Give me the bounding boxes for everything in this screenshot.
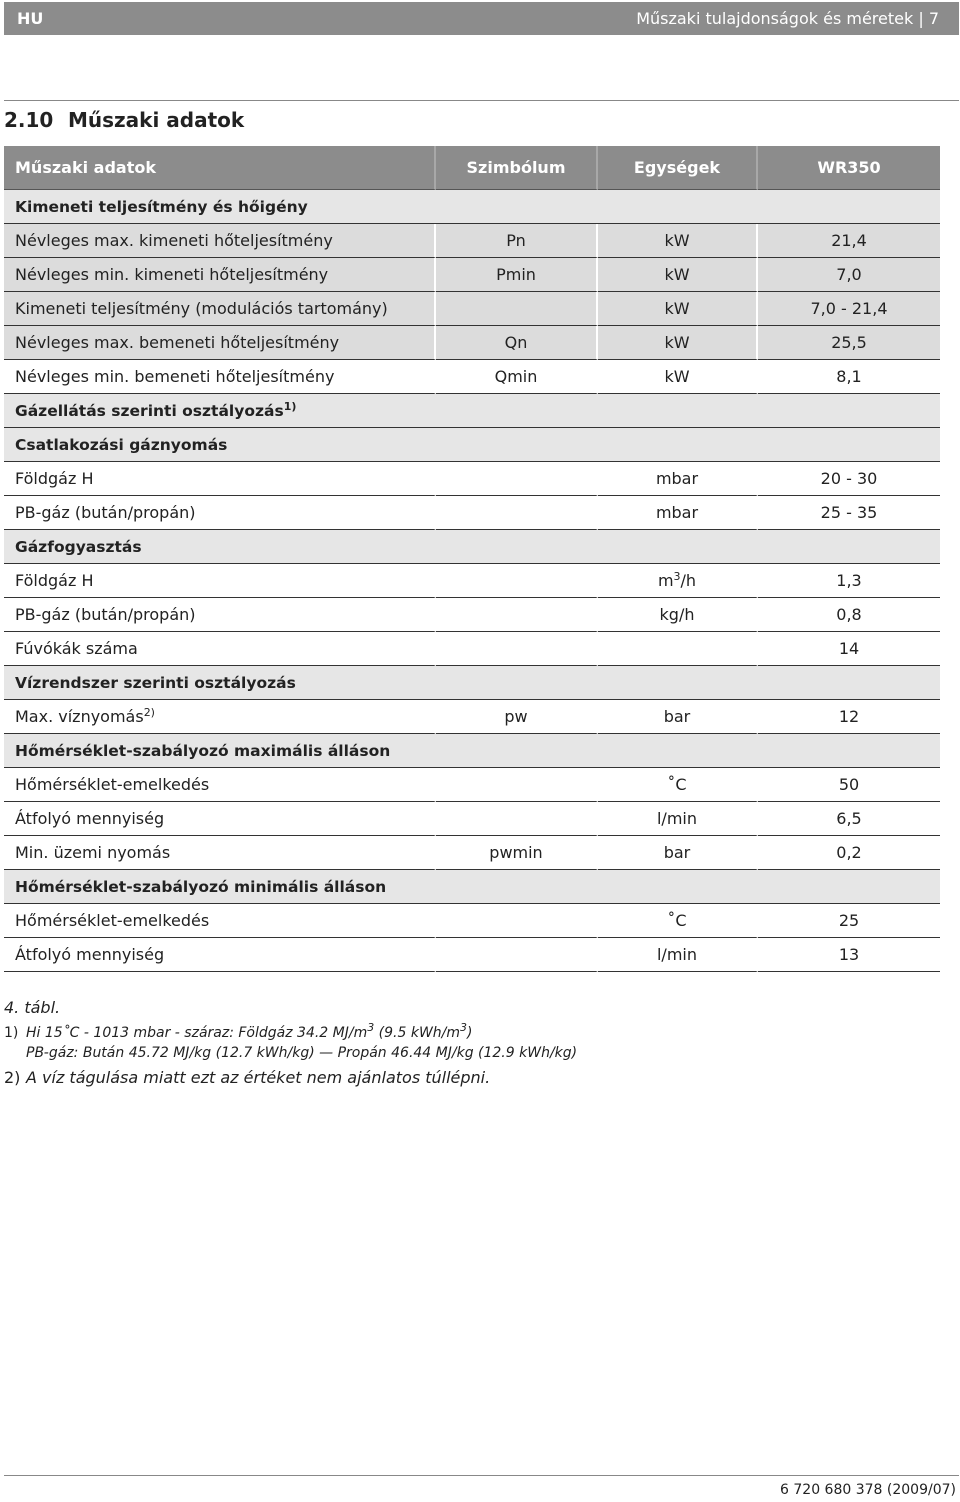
row-unit (598, 258, 758, 292)
table-row (4, 496, 940, 530)
table-row (4, 564, 940, 598)
row-value (758, 802, 940, 836)
row-value (758, 258, 940, 292)
row-unit (598, 360, 758, 394)
language-code: HU (17, 9, 44, 28)
row-label (4, 904, 436, 938)
row-unit (598, 564, 758, 598)
section-title-text: Műszaki adatok (68, 108, 245, 132)
bottom-divider (4, 1475, 959, 1476)
row-symbol (436, 700, 598, 734)
row-label-text: PB-gáz (bután/propán) (15, 605, 196, 624)
row-label-text: Földgáz H (15, 469, 94, 488)
row-label-text: Névleges min. bemeneti hőteljesítmény (15, 367, 335, 386)
row-label-text: Névleges max. kimeneti hőteljesítmény (15, 231, 333, 250)
row-label-footnote-ref: 2) (143, 706, 155, 719)
row-value-text: 12 (838, 707, 860, 726)
row-label-text: Max. víznyomás (15, 707, 144, 726)
row-value (758, 360, 940, 394)
row-symbol (436, 564, 598, 598)
row-value (758, 292, 940, 326)
row-label-text: Kimeneti teljesítmény (modulációs tartomány) (15, 299, 388, 318)
group-label (4, 666, 940, 700)
top-divider (4, 100, 959, 101)
row-value-text: 50 (838, 775, 860, 794)
row-label (4, 836, 436, 870)
row-unit-text: bar (663, 843, 691, 862)
row-unit-text: ˚C (667, 911, 687, 930)
row-unit-text: ˚C (667, 775, 687, 794)
row-label-text: Névleges min. kimeneti hőteljesítmény (15, 265, 329, 284)
table-row (4, 632, 940, 666)
technical-data-table (4, 146, 940, 972)
footnote-1-text-c: ) (467, 1025, 473, 1041)
group-label (4, 734, 940, 768)
row-label-text: Hőmérséklet-emelkedés (15, 775, 210, 794)
row-unit-text: kW (664, 367, 690, 386)
row-symbol (436, 258, 598, 292)
row-value-text: 6,5 (836, 809, 862, 828)
table-group-row (4, 666, 940, 700)
row-symbol (436, 768, 598, 802)
row-label-text: Földgáz H (15, 571, 94, 590)
column-header-symbol: Szimbólum (436, 146, 598, 190)
row-label-text: Fúvókák száma (15, 639, 138, 658)
row-unit (598, 802, 758, 836)
row-label (4, 292, 436, 326)
table-group-row (4, 394, 940, 428)
row-label (4, 360, 436, 394)
row-symbol (436, 224, 598, 258)
table-group-row (4, 190, 940, 224)
row-unit-text: kW (664, 333, 690, 352)
footnote-2-text: A víz tágulása miatt ezt az értéket nem ajánlatos túllépni. (26, 1068, 491, 1087)
footnote-1-line-2: PB-gáz: Bután 45.72 MJ/kg (12.7 kWh/kg) — Propán 46.44 MJ/kg (12.9 kWh/kg) (26, 1045, 578, 1061)
row-symbol (436, 632, 598, 666)
table-row (4, 768, 940, 802)
table-group-row (4, 734, 940, 768)
row-value (758, 700, 940, 734)
header-title: Műszaki tulajdonságok és méretek | 7 (636, 9, 939, 28)
row-value-text: 0,2 (836, 843, 862, 862)
row-unit-text: m (657, 571, 674, 590)
row-label (4, 938, 436, 972)
row-unit (598, 292, 758, 326)
row-value-text: 14 (838, 639, 860, 658)
footnote-1 (4, 1021, 473, 1041)
group-label-text: Vízrendszer szerinti osztályozás (15, 673, 296, 692)
row-unit (598, 836, 758, 870)
table-row (4, 462, 940, 496)
row-value (758, 496, 940, 530)
row-value-text: 8,1 (836, 367, 862, 386)
row-label-text: Névleges max. bemeneti hőteljesítmény (15, 333, 340, 352)
table-row (4, 802, 940, 836)
row-value (758, 564, 940, 598)
row-symbol (436, 326, 598, 360)
row-value-text: 25 - 35 (820, 503, 878, 522)
row-unit-text: kg/h (659, 605, 695, 624)
row-value-text: 7,0 (836, 265, 862, 284)
row-symbol (436, 292, 598, 326)
row-unit (598, 326, 758, 360)
row-label (4, 224, 436, 258)
row-label (4, 564, 436, 598)
row-label (4, 700, 436, 734)
table-row (4, 836, 940, 870)
row-value-text: 7,0 - 21,4 (810, 299, 888, 318)
row-label-text: PB-gáz (bután/propán) (15, 503, 196, 522)
row-value (758, 632, 940, 666)
group-label (4, 428, 940, 462)
row-value (758, 938, 940, 972)
row-label-text: Hőmérséklet-emelkedés (15, 911, 210, 930)
row-unit (598, 496, 758, 530)
table-row (4, 938, 940, 972)
row-symbol-text: pwmin (489, 843, 543, 862)
row-value (758, 598, 940, 632)
row-unit (598, 938, 758, 972)
column-header-technical-data: Műszaki adatok (4, 146, 436, 190)
row-value (758, 224, 940, 258)
row-unit (598, 904, 758, 938)
row-value-text: 25 (838, 911, 860, 930)
group-label-text: Csatlakozási gáznyomás (15, 435, 228, 454)
row-symbol-text: Qn (504, 333, 528, 352)
group-label (4, 190, 940, 224)
row-label (4, 258, 436, 292)
row-symbol (436, 802, 598, 836)
row-symbol (436, 836, 598, 870)
row-value-text: 20 - 30 (820, 469, 878, 488)
footnote-1-text-a: Hi 15˚C - 1013 mbar - száraz: Földgáz 34.2 MJ/m (26, 1025, 368, 1041)
row-unit (598, 768, 758, 802)
row-symbol-text: pw (504, 707, 528, 726)
row-unit-text: kW (664, 299, 690, 318)
row-symbol (436, 360, 598, 394)
row-unit (598, 598, 758, 632)
column-header-unit: Egységek (598, 146, 758, 190)
footnote-1-sup-a: 3 (367, 1021, 375, 1034)
row-label-text: Átfolyó mennyiség (15, 945, 165, 964)
footnote-1-number: 1) (4, 1025, 19, 1041)
row-label (4, 326, 436, 360)
row-symbol-text: Pmin (496, 265, 536, 284)
row-label-text: Átfolyó mennyiség (15, 809, 165, 828)
row-label (4, 632, 436, 666)
table-header-row (4, 146, 940, 190)
row-unit-superscript: 3 (673, 570, 681, 583)
row-unit-text: mbar (655, 469, 699, 488)
table-body (4, 190, 940, 972)
footnote-1-sup-b: 3 (460, 1021, 468, 1034)
group-label-text: Gázellátás szerinti osztályozás (15, 401, 284, 420)
row-label (4, 598, 436, 632)
row-value-text: 25,5 (831, 333, 867, 352)
row-unit (598, 224, 758, 258)
footnote-1-text-b: (9.5 kWh/m (374, 1025, 461, 1041)
row-label (4, 496, 436, 530)
table-row (4, 598, 940, 632)
group-label-text: Hőmérséklet-szabályozó minimális álláson (15, 877, 387, 896)
row-unit-text: l/min (656, 945, 697, 964)
row-value-text: 13 (838, 945, 860, 964)
row-symbol (436, 496, 598, 530)
table-caption: 4. tábl. (4, 998, 61, 1017)
row-unit-text: mbar (655, 503, 699, 522)
table-group-row (4, 870, 940, 904)
footnote-2 (4, 1068, 490, 1087)
row-value (758, 904, 940, 938)
row-unit-text: kW (664, 231, 690, 250)
row-value (758, 836, 940, 870)
table-row (4, 360, 940, 394)
row-unit (598, 700, 758, 734)
row-label (4, 462, 436, 496)
row-value-text: 0,8 (836, 605, 862, 624)
row-label (4, 768, 436, 802)
table-row (4, 700, 940, 734)
group-label (4, 870, 940, 904)
table-row (4, 326, 940, 360)
row-unit-text: kW (664, 265, 690, 284)
group-label-text: Hőmérséklet-szabályozó maximális álláson (15, 741, 391, 760)
row-value-text: 21,4 (831, 231, 867, 250)
group-label-text: Gázfogyasztás (15, 537, 142, 556)
section-number: 2.10 (4, 108, 54, 132)
group-label-footnote-ref: 1) (283, 399, 297, 413)
table-row (4, 904, 940, 938)
row-symbol (436, 598, 598, 632)
section-title (4, 108, 244, 132)
table-group-row (4, 428, 940, 462)
page-header-bar (4, 2, 959, 35)
row-unit-text: bar (663, 707, 691, 726)
row-symbol (436, 938, 598, 972)
row-value-text: 1,3 (836, 571, 862, 590)
document-number: 6 720 680 378 (2009/07) (780, 1482, 956, 1498)
row-unit-suffix: /h (680, 571, 697, 590)
row-symbol-text: Qmin (494, 367, 538, 386)
group-label-text: Kimeneti teljesítmény és hőigény (15, 197, 308, 216)
column-header-model: WR350 (758, 146, 940, 190)
table-row (4, 224, 940, 258)
footnote-2-number: 2) (4, 1068, 21, 1087)
table-row (4, 258, 940, 292)
table-group-row (4, 530, 940, 564)
row-symbol (436, 462, 598, 496)
row-value (758, 462, 940, 496)
row-symbol-text: Pn (506, 231, 526, 250)
group-label (4, 530, 940, 564)
row-unit-text: l/min (656, 809, 697, 828)
row-value (758, 326, 940, 360)
row-symbol (436, 904, 598, 938)
table-row (4, 292, 940, 326)
row-unit (598, 462, 758, 496)
group-label (4, 394, 940, 428)
row-unit (598, 632, 758, 666)
row-label-text: Min. üzemi nyomás (15, 843, 171, 862)
row-value (758, 768, 940, 802)
row-label (4, 802, 436, 836)
